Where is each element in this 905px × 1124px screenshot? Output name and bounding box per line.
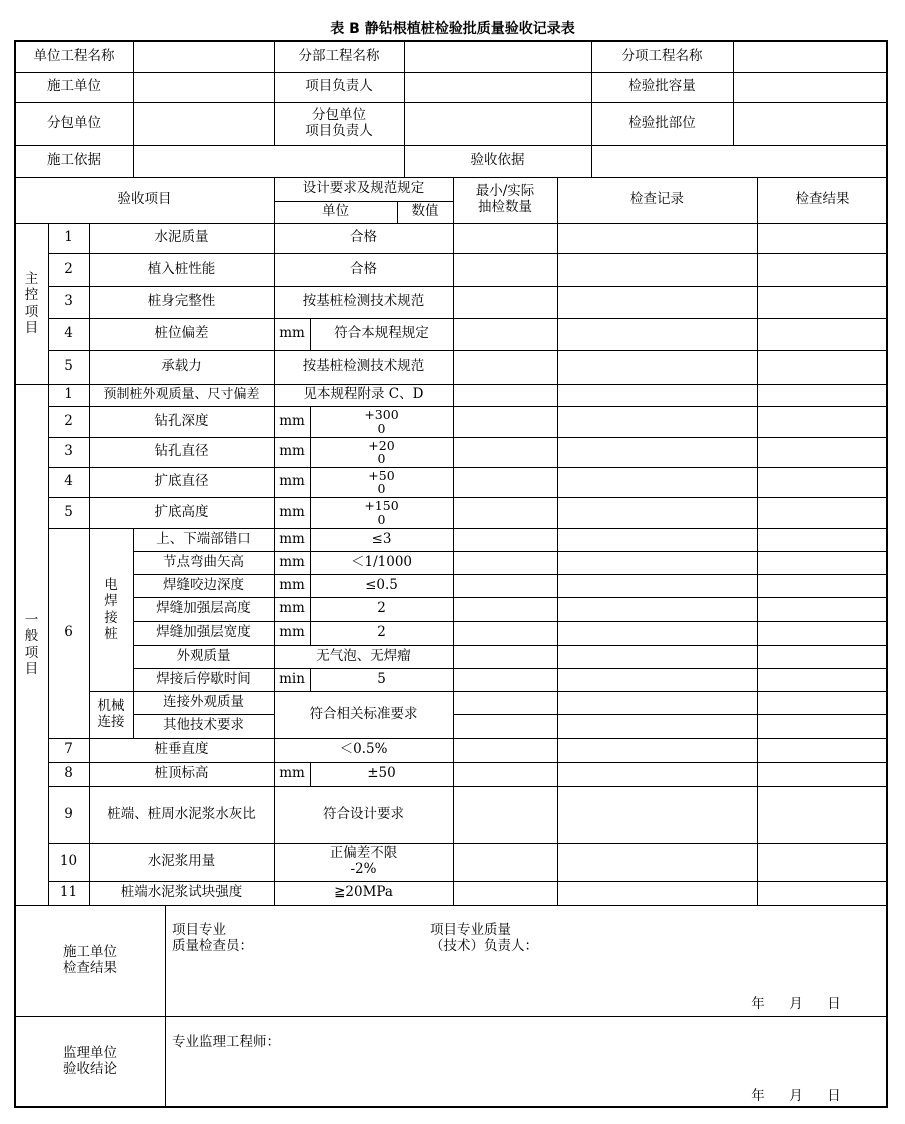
group-char: 项 <box>24 644 39 661</box>
row-unit: mm <box>279 624 305 641</box>
mech-item-name: 其他技术要求 <box>163 717 244 734</box>
construction-unit-label: 施工单位 <box>47 78 101 95</box>
tech-line-2: （技术）负责人： <box>430 937 538 954</box>
row-item-name: 水泥质量 <box>154 229 209 246</box>
construction-basis-label: 施工依据 <box>47 152 101 169</box>
tolerance-lower: 0 <box>377 481 386 496</box>
row-number: 3 <box>64 293 73 310</box>
row-requirement: 见本规程附录 C、D <box>303 386 424 403</box>
batch-location-label: 检验批部位 <box>628 114 696 131</box>
quality-inspector-signature <box>172 923 332 963</box>
unit-project-label: 单位工程名称 <box>33 47 115 64</box>
rule <box>757 177 758 905</box>
tolerance-value <box>310 467 453 497</box>
row-requirement: 无气泡、无焊瘤 <box>316 647 411 664</box>
row-item-name: 预制桩外观质量、尺寸偏差 <box>103 386 260 402</box>
row-requirement: ＜1/1000 <box>351 553 412 570</box>
sub-manager-line-2: 项目负责人 <box>305 122 373 139</box>
date-day: 日 <box>827 996 841 1013</box>
acceptance-basis-label: 验收依据 <box>470 152 525 169</box>
col-unit: 单位 <box>322 203 349 220</box>
row-requirement: 符合设计要求 <box>323 805 404 822</box>
subcontractor-label: 分包单位 <box>47 114 101 131</box>
row-item-name: 桩位偏差 <box>154 325 209 342</box>
mech-group-label <box>89 691 133 738</box>
group-char: 接 <box>104 609 118 626</box>
group-char: 焊 <box>104 593 118 610</box>
col-sample <box>453 177 557 223</box>
row-item-name: 钻孔直径 <box>154 443 209 460</box>
rule <box>453 714 888 715</box>
tolerance-lower: 0 <box>377 511 386 527</box>
row-item-name: 桩顶标高 <box>154 765 209 782</box>
date-month: 月 <box>789 1088 803 1105</box>
date-month: 月 <box>789 996 803 1013</box>
row-item-name: 桩垂直度 <box>154 741 209 758</box>
row-requirement: 符合相关标准要求 <box>309 705 418 722</box>
batch-capacity-label: 检验批容量 <box>628 78 696 95</box>
date-day: 日 <box>827 1088 841 1105</box>
row-number: 2 <box>64 412 73 429</box>
row-requirement: 按基桩检测技术规范 <box>302 358 425 375</box>
row-requirement: 2 <box>377 624 386 641</box>
inspector-line-1: 项目专业 <box>172 922 226 938</box>
row-item-name: 桩身完整性 <box>147 293 216 310</box>
row-number: 9 <box>64 805 73 822</box>
group-char: 目 <box>24 660 39 677</box>
group-char: 机械 <box>97 697 125 714</box>
requirement-line-2: -2% <box>350 861 377 877</box>
row-requirement <box>274 843 453 881</box>
group-char: 目 <box>24 319 39 336</box>
row-requirement: ≧20MPa <box>334 884 393 901</box>
weld-item-name: 上、下端部错口 <box>156 530 251 547</box>
date-year: 年 <box>751 996 765 1013</box>
rule <box>557 177 558 905</box>
rule <box>453 177 454 905</box>
tolerance-value <box>310 437 453 467</box>
group-char: 般 <box>24 628 39 645</box>
tolerance-upper: +150 <box>364 498 399 514</box>
row-unit: mm <box>279 553 305 570</box>
weld-item-name: 焊缝加强层高度 <box>156 600 251 617</box>
tolerance-value <box>310 497 453 528</box>
weld-item-name: 节点弯曲矢高 <box>163 553 244 570</box>
row-item-name: 桩端水泥浆试块强度 <box>120 884 243 901</box>
row-unit: mm <box>279 443 305 460</box>
row-item-name: 扩底高度 <box>154 503 209 520</box>
rule <box>165 905 166 1107</box>
row-requirement: 2 <box>377 600 386 617</box>
weld-item-name: 外观质量 <box>176 647 231 664</box>
row-unit: mm <box>279 412 305 429</box>
row-requirement: ≤0.5 <box>365 576 398 593</box>
row-requirement: 符合本规程规定 <box>334 325 429 342</box>
group-char: 一 <box>24 612 39 629</box>
row-requirement: ＜0.5% <box>339 741 388 758</box>
row-number: 10 <box>59 853 78 870</box>
main-control-group-label <box>15 223 48 384</box>
weld-group-label <box>89 528 133 691</box>
rule <box>733 41 734 145</box>
sub-project-label: 分部工程名称 <box>298 47 380 64</box>
group-char: 控 <box>24 287 39 304</box>
row-requirement: ≤3 <box>371 530 392 547</box>
row-unit: mm <box>279 503 305 520</box>
sub-manager-line-1: 分包单位 <box>312 106 366 123</box>
row-number: 4 <box>64 473 73 490</box>
group-char: 项 <box>24 303 39 320</box>
general-group-label <box>15 384 48 905</box>
row-unit: mm <box>279 530 305 547</box>
group-char: 连接 <box>97 713 125 730</box>
row-unit: mm <box>279 473 305 490</box>
col-sample-line-2: 抽检数量 <box>478 199 532 215</box>
rule <box>15 72 888 73</box>
supervising-engineer-signature: 专业监理工程师： <box>172 1034 280 1050</box>
rule <box>15 102 888 103</box>
construction-check-line-2: 检查结果 <box>63 959 117 976</box>
row-item-name: 水泥浆用量 <box>147 853 216 870</box>
group-char: 桩 <box>104 625 118 642</box>
row-item-name: 植入桩性能 <box>147 260 216 277</box>
technical-lead-signature <box>430 923 610 963</box>
group-char: 主 <box>24 271 39 288</box>
row-unit: mm <box>279 765 305 782</box>
row-number: 4 <box>64 325 73 342</box>
project-manager-label: 项目负责人 <box>305 78 373 95</box>
col-item: 验收项目 <box>117 191 172 208</box>
tolerance-lower: 0 <box>377 420 386 436</box>
item-project-label: 分项工程名称 <box>621 47 703 64</box>
row-item-name: 钻孔深度 <box>154 412 209 429</box>
supervision-line-2: 验收结论 <box>63 1060 117 1077</box>
construction-check-label <box>15 905 165 1016</box>
weld-item-name: 焊接后停歇时间 <box>156 670 251 687</box>
group-char: 电 <box>104 577 118 594</box>
tolerance-lower: 0 <box>377 451 386 466</box>
row-number: 1 <box>64 229 73 246</box>
inspector-line-2: 质量检查员： <box>172 937 253 954</box>
row-number: 5 <box>64 503 73 520</box>
row-unit: min <box>279 670 305 687</box>
row-requirement: 5 <box>377 670 386 687</box>
weld-item-name: 焊缝加强层宽度 <box>156 624 251 641</box>
date-year: 年 <box>751 1088 765 1105</box>
tolerance-value <box>310 406 453 437</box>
tolerance-upper: +50 <box>368 467 395 483</box>
construction-check-line-1: 施工单位 <box>63 943 117 960</box>
mech-item-name: 连接外观质量 <box>163 693 244 710</box>
row-requirement: ±50 <box>367 765 396 782</box>
col-sample-line-1: 最小/实际 <box>475 183 535 200</box>
row-number: 3 <box>64 443 73 460</box>
form-title: 表 B 静钻根植桩检验批质量验收记录表 <box>330 21 575 37</box>
row-item-name: 承载力 <box>161 358 202 375</box>
row-item-name: 扩底直径 <box>154 473 209 490</box>
supervision-line-1: 监理单位 <box>63 1044 117 1061</box>
requirement-line-1: 正偏差不限 <box>329 845 398 862</box>
col-result: 检查结果 <box>795 191 850 208</box>
row-number: 2 <box>64 260 73 277</box>
row-number: 8 <box>64 765 73 782</box>
row-number: 1 <box>64 386 73 403</box>
col-design-req: 设计要求及规范规定 <box>302 180 425 197</box>
row-unit: mm <box>279 600 305 617</box>
weld-item-name: 焊缝咬边深度 <box>163 576 244 593</box>
tolerance-upper: +20 <box>368 437 395 453</box>
row-unit: mm <box>279 576 305 593</box>
row-number: 5 <box>64 358 73 375</box>
tech-line-1: 项目专业质量 <box>430 922 511 938</box>
rule <box>133 41 134 177</box>
row-requirement: 按基桩检测技术规范 <box>302 293 425 310</box>
row-item-name: 桩端、桩周水泥浆水灰比 <box>107 805 256 822</box>
row-number: 11 <box>59 884 78 901</box>
supervision-label <box>15 1016 165 1107</box>
row-number: 6 <box>64 624 73 641</box>
row-requirement: 合格 <box>350 260 377 277</box>
row-number: 7 <box>64 741 73 758</box>
row-requirement: 合格 <box>350 229 377 246</box>
tolerance-upper: +300 <box>364 407 399 423</box>
row-unit: mm <box>279 325 305 342</box>
col-value: 数值 <box>411 203 439 220</box>
sub-manager-label <box>274 102 404 145</box>
col-record: 检查记录 <box>630 191 684 208</box>
